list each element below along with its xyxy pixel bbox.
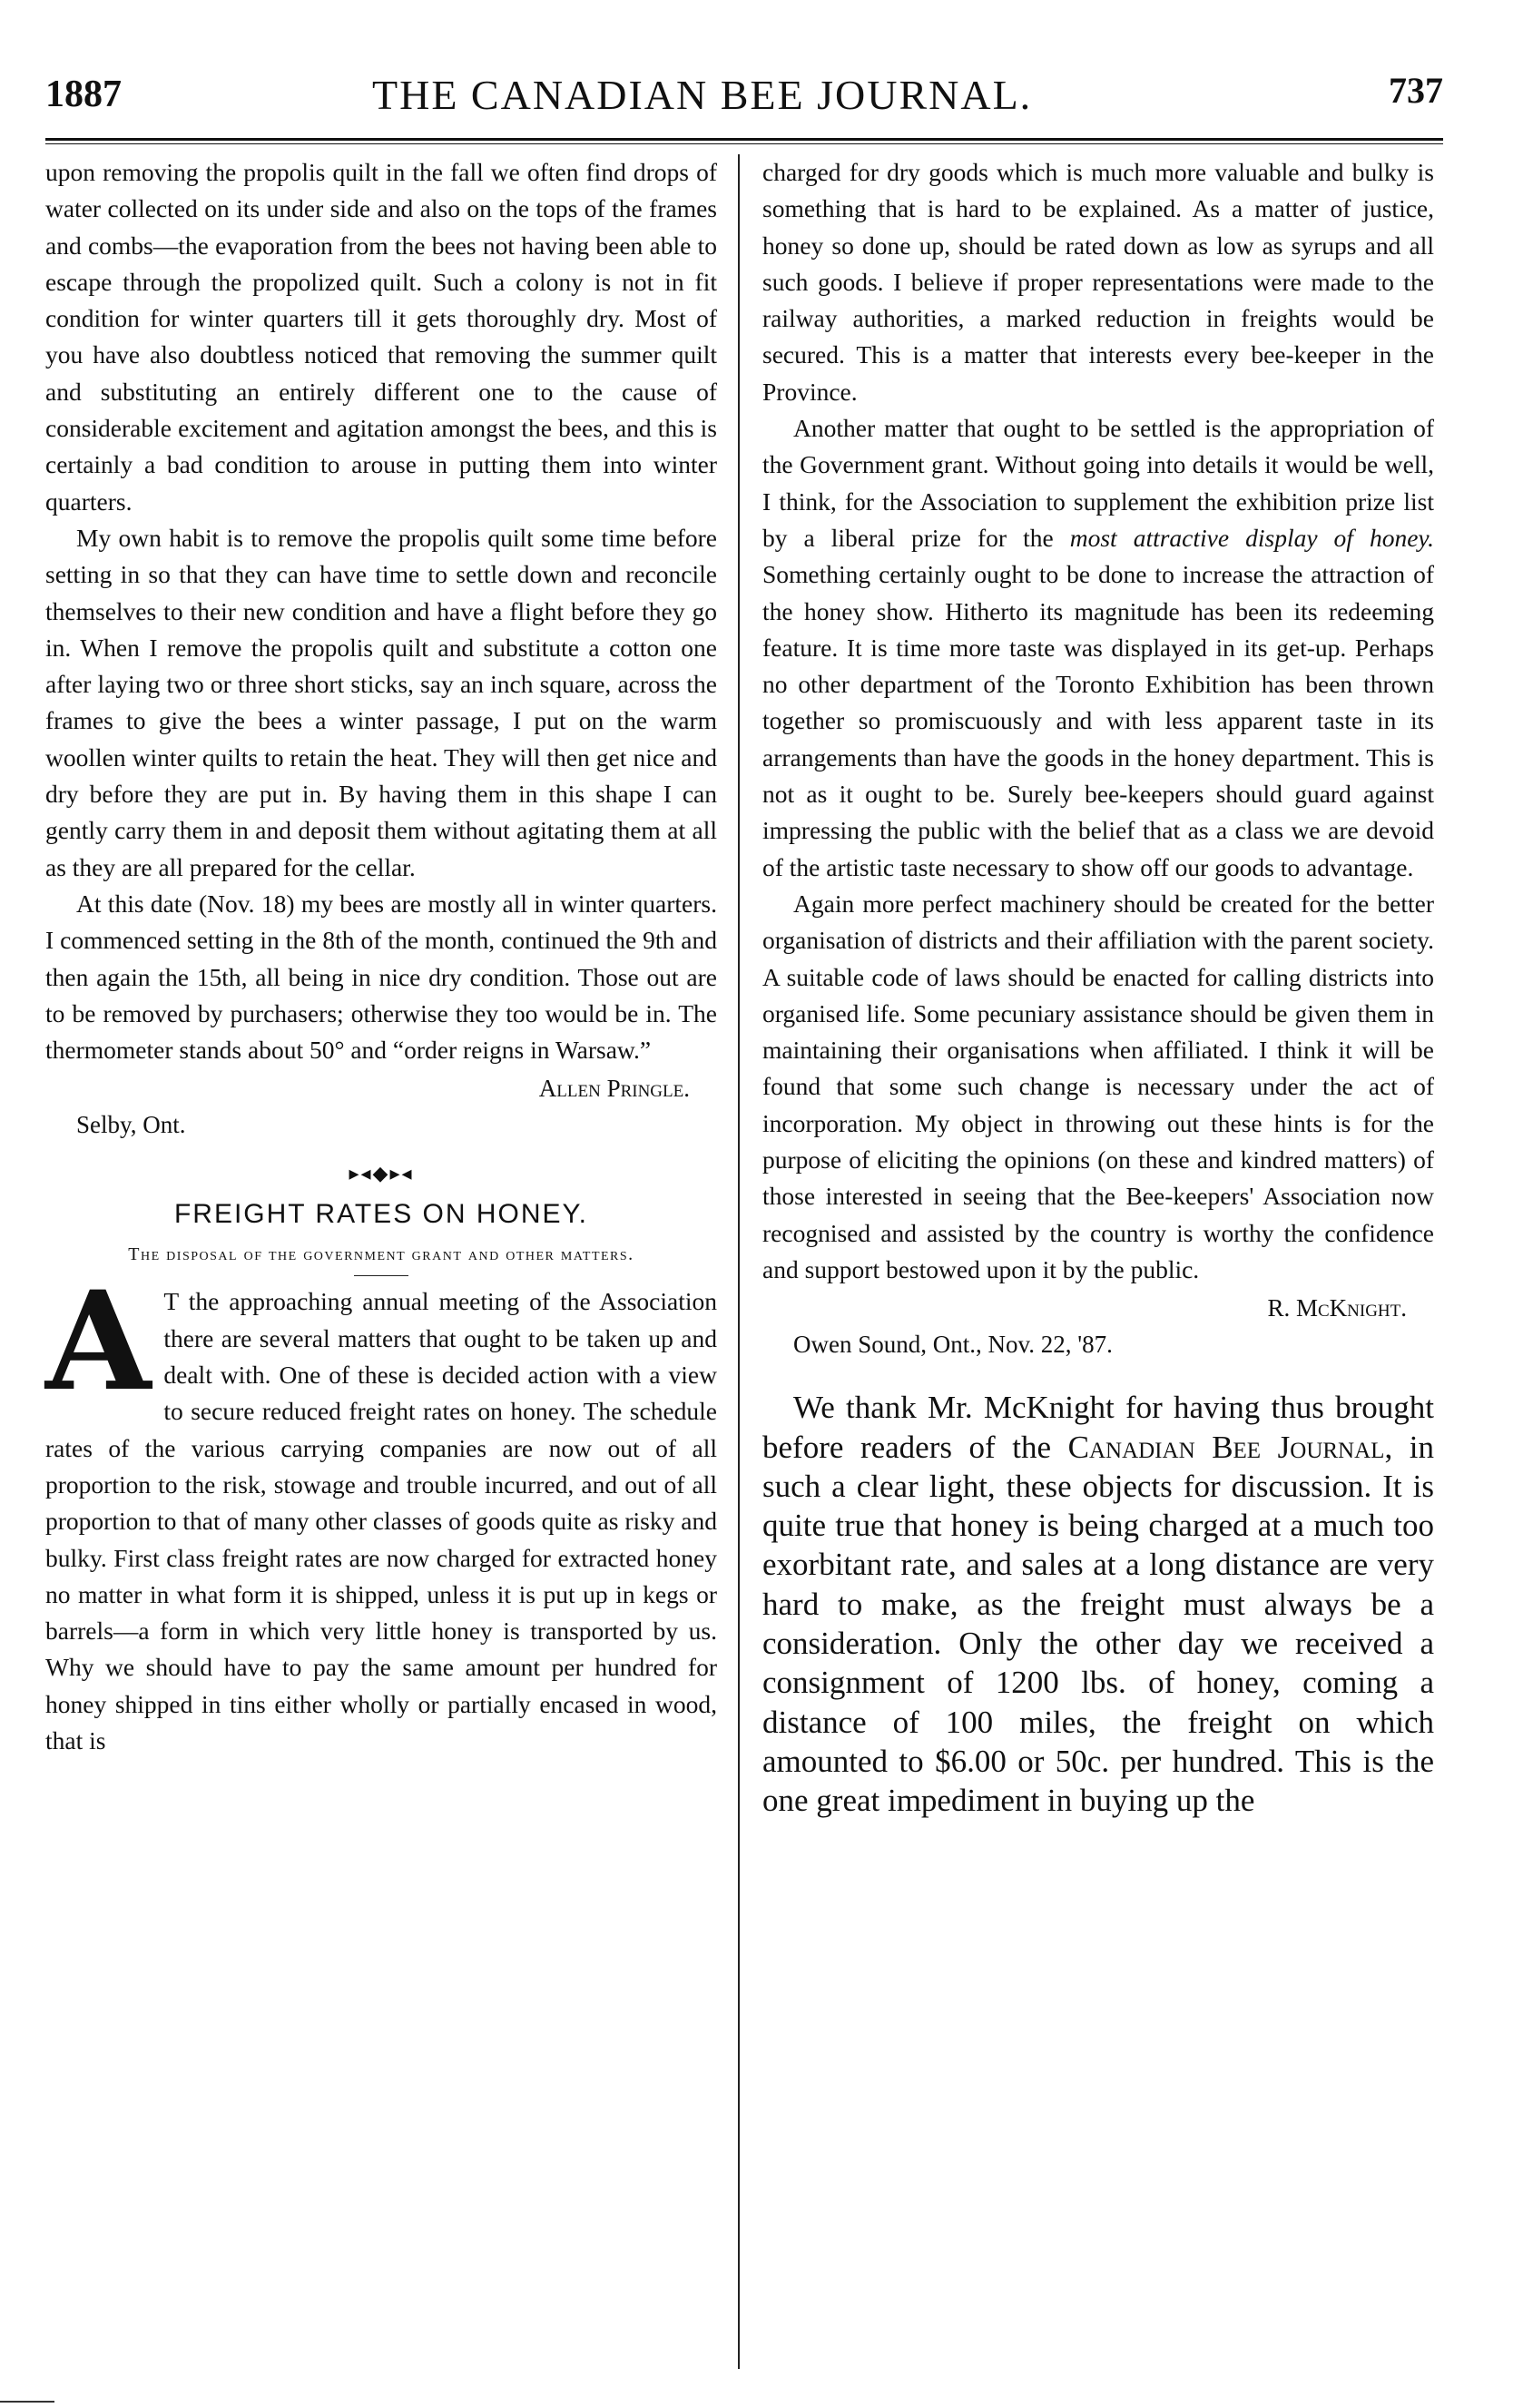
journal-page: [45, 64, 1443, 1819]
emphasis-text: most attractive display of honey.: [1069, 523, 1434, 552]
paragraph: [762, 410, 1434, 886]
article-columns: [45, 154, 1443, 2405]
page-header: [45, 64, 1443, 127]
paragraph: At this date (Nov. 18) my bees are mostly all in winter quarters. I commenced setting in the 8th of the month, continued the 9th and then again the 15th, all being in nice dry condition. Those out are to be removed by purchasers; otherwise they too would be in. The thermometer stands about 50° and “order reigns in Warsaw.”: [45, 889, 717, 1065]
article-opening: [45, 1262, 717, 1759]
header-rule: [45, 138, 1443, 144]
editorial-note: [762, 1388, 1434, 1820]
left-column: [45, 154, 717, 1759]
drop-cap: A: [45, 1262, 152, 1422]
author-signature: R. McKnight.: [1267, 1294, 1407, 1322]
paragraph: My own habit is to remove the propolis quilt some time before setting in so that they can have time to settle down and reconcile themselves to their new condition and have a flight before they go in. When I remove the propolis quilt and substitute a cotton one after laying two or three short sticks, say an inch square, across the frames to give the bees a winter passage, I put on the warm woollen winter quilts to retain the heat. They will then get nice and dry before they are put in. By having them in this shape I can gently carry them in and deposit them without agitating them at all as they are all prepared for the cellar.: [45, 523, 717, 881]
paragraph-text: Something certainly ought to be done to increase the attraction of the honey show. Hitherto its magnitude has been its redeeming feature. It is time more taste was displayed in its get-up. Perhaps no other department of the Toronto Exhibition has been thrown together so promiscuously and with less apparent taste in its arrangements than have the goods in the honey department. This is not as it ought to be. Surely bee-keepers should guard against impressing the public with the belief that as a class we are devoid of the artistic taste necessary to show off our goods to advantage.: [762, 560, 1434, 881]
paragraph: [762, 1388, 1434, 1820]
article-subtitle: The disposal of the government grant and other matters.: [128, 1244, 634, 1265]
column-divider: [738, 154, 740, 2369]
paragraph: charged for dry goods which is much more valuable and bulky is something that is hard to be explained. As a matter of justice, honey so done up, should be rated down as low as syrups and all such goods. I believe if proper representations were made to the railway authorities, a marked reduction in freights would be secured. This is a matter that interests every bee-keeper in the Province.: [762, 158, 1434, 406]
author-location: Selby, Ont.: [76, 1111, 186, 1139]
paragraph-text: , in such a clear light, these objects for discussion. It is quite true that honey is being charged at a much too exorbitant rate, and sales at a long distance are very hard to make, as the freight must always be a consideration. Only the other day we received a consignment of 1200 lbs. of honey, coming a distance of 100 miles, the freight on which amounted to $6.00 or 50c. per hundred. This is the one great impediment in buying up the: [762, 1429, 1434, 1819]
paragraph-text: We thank Mr. McKnight for having thus brought before readers of the: [762, 1390, 1434, 1465]
journal-name: Canadian Bee Journal: [1067, 1429, 1385, 1465]
journal-title: THE CANADIAN BEE JOURNAL.: [372, 72, 1033, 118]
paragraph: Again more perfect machinery should be created for the better organisation of districts and their affiliation with the parent society. A suitable code of laws should be enacted for calling districts into organised life. Some pecuniary assistance should be given them in maintaining their organisations when affiliated. I think it will be found that some such change is necessary under the act of incorporation. My object in throwing out these hints is for the purpose of eliciting the opinions (on these and kindred matters) of those interested in seeing that the Bee-keepers' Association now recognised and assisted by the country is worthy the confidence and support bestowed upon it by the public.: [762, 889, 1434, 1283]
page-edge-mark: [0, 2401, 54, 2403]
right-column: [762, 154, 1434, 1820]
paragraph: T the approaching annual meeting of the Association there are several matters that ought to be taken up and dealt with. One of these is decided action with a view to secure reduced freight rates on honey. The schedule rates of the various carrying companies are now out of all proportion to the risk, stowage and trouble incurred, and out of all proportion to that of many other classes of goods quite as risky and bulky. First class freight rates are now charged for extracted honey no matter in what form it is shipped, unless it is put up in kegs or barrels—a form in which very little honey is transported by us. Why we should have to pay the same amount per hundred for honey shipped in tins either wholly or partially encased in wood, that is: [45, 1287, 717, 1754]
header-year: 1887: [45, 74, 122, 115]
divider: [354, 1275, 408, 1276]
author-location: Owen Sound, Ont., Nov. 22, '87.: [793, 1331, 1113, 1359]
author-signature: Allen Pringle.: [538, 1075, 690, 1103]
page-number: 737: [1389, 70, 1443, 111]
paragraph-text: Another matter that ought to be settled is the appropriation of the Government grant. Without going into details it would be well, I think, for the Association to supplement the exhibition prize list by a liberal prize for the: [762, 414, 1434, 552]
article-title: FREIGHT RATES ON HONEY.: [173, 1199, 589, 1230]
section-ornament: ▸◂◆▸◂: [349, 1162, 414, 1185]
paragraph: upon removing the propolis quilt in the fall we often find drops of water collected on its under side and also on the tops of the frames and combs—the evaporation from the bees not having been able to escape through the propolized quilt. Such a colony is not in fit condition for winter quarters till it gets thoroughly dry. Most of you have also doubtless noticed that removing the summer quilt and substituting an entirely different one to the cause of considerable excitement and agitation amongst the bees, and this is certainly a bad condition to arouse in putting them into winter quarters.: [45, 158, 717, 516]
